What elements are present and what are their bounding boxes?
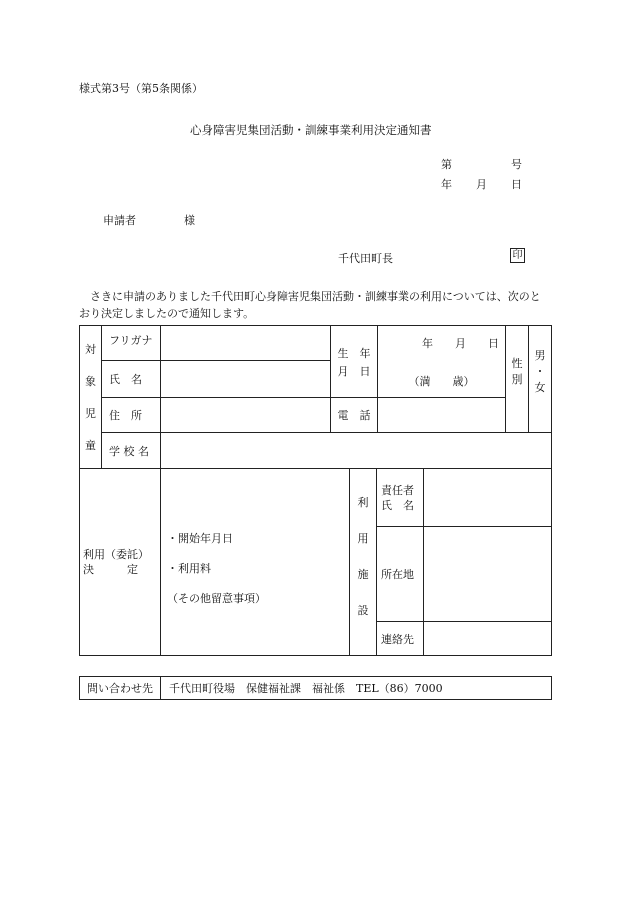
phone-label: 電 話 [331,398,378,433]
responsible-line2: 氏 名 [381,498,414,512]
subject-char-2: 象 [85,375,96,388]
decision-label-line1: 利用（委託） [83,548,149,561]
applicant-label: 申請者 [103,214,136,227]
form-label: 様式第3号（第5条関係） [79,82,203,95]
school-field[interactable] [161,433,552,469]
sex-option-separator: ・ [534,365,546,378]
issuer-seal [510,248,525,263]
contact-field[interactable] [424,622,552,656]
seal-mark: 印 [510,248,525,263]
school-label: 学 校 名 [102,433,161,469]
furigana-label: フリガナ [102,326,161,361]
decision-label-line2: 決 定 [83,563,138,576]
subject-header-cell [80,326,102,469]
decision-label-cell [80,469,161,656]
address-label: 住 所 [102,398,161,433]
facility-label-cell [350,469,377,656]
responsible-label-cell [377,469,424,527]
sex-option-male: 男 [534,349,546,362]
facility-char-4: 設 [357,604,369,617]
other-notes-item: （その他留意事項） [167,592,266,605]
responsible-line1: 責任者 [381,483,414,497]
phone-field[interactable] [378,398,506,433]
inquiry-table [79,676,552,700]
address-field[interactable] [161,398,331,433]
name-label: 氏 名 [102,361,161,398]
fee-item: ・利用料 [167,562,211,575]
subject-char-3: 児 [85,407,96,420]
date-day: 日 [511,178,522,191]
sex-label-2: 別 [511,373,523,386]
furigana-field[interactable] [161,326,331,361]
location-field[interactable] [424,527,552,622]
contact-label: 連絡先 [377,622,424,656]
subject-char-1: 対 [85,343,96,356]
name-field[interactable] [161,361,331,398]
body-paragraph: さきに申請のありました千代田町心身障害児集団活動・訓練事業の利用については、次のとおり決定しましたので通知します。 [79,290,541,320]
facility-char-1: 利 [357,496,369,509]
inquiry-label: 問い合わせ先 [80,677,161,700]
sex-label-1: 性 [511,357,523,370]
sex-option-female: 女 [534,381,546,394]
date-year: 年 [441,178,452,191]
age-value: （満 歳） [408,374,475,388]
applicant-honorific: 様 [184,214,195,227]
doc-number-suffix: 号 [511,158,522,171]
sex-label-cell [506,326,529,433]
start-date-item: ・開始年月日 [167,532,233,545]
subject-table [79,325,552,469]
date-month: 月 [476,178,487,191]
decision-items-cell[interactable] [161,469,350,656]
location-label: 所在地 [377,527,424,622]
issuer-name: 千代田町長 [338,252,393,265]
responsible-field[interactable] [424,469,552,527]
birth-label-line1: 生 年 [337,346,371,360]
inquiry-value: 千代田町役場 保健福祉課 福祉係 TEL（86）7000 [161,677,552,700]
birth-label-line2: 月 日 [337,364,371,378]
subject-char-4: 童 [85,439,96,452]
document-title: 心身障害児集団活動・訓練事業利用決定通知書 [190,123,432,137]
sex-options-cell[interactable] [529,326,552,433]
facility-char-2: 用 [357,532,369,545]
birth-date-cell[interactable] [378,326,506,398]
birth-date-value: 年 月 日 [422,336,499,350]
birth-label-cell [331,326,378,398]
facility-char-3: 施 [357,568,369,581]
doc-number-prefix: 第 [441,158,452,171]
decision-table [79,468,552,656]
